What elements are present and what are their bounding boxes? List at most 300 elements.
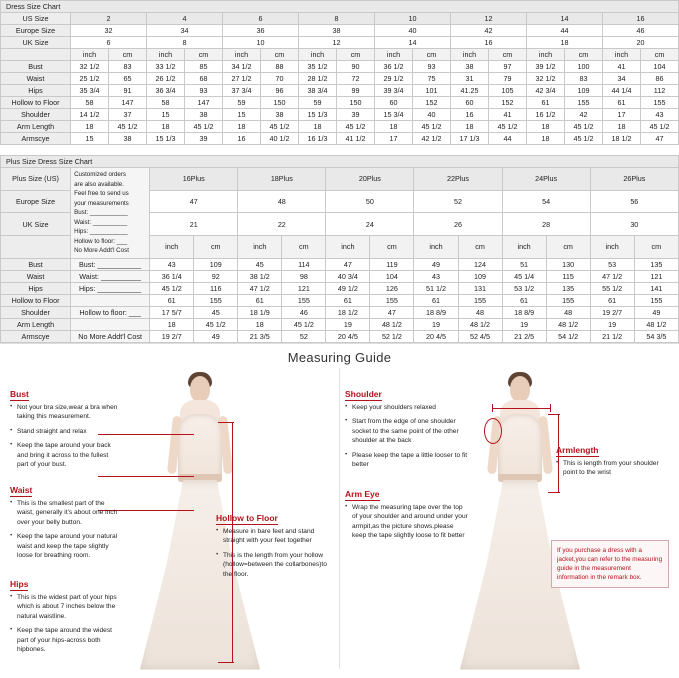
cell: 45 (238, 258, 282, 270)
cell: 18 (451, 121, 489, 133)
cell: 19 2/7 (150, 330, 194, 342)
cell: 88 (261, 61, 299, 73)
cell: 38 (261, 109, 299, 121)
cell: 38 (109, 133, 147, 145)
cell: 18 (223, 121, 261, 133)
cell: 60 (375, 97, 413, 109)
cell: 18 1/2 (603, 133, 641, 145)
bust-section (10, 384, 118, 475)
cell: 19 2/7 (590, 306, 634, 318)
cell: 27 1/2 (223, 73, 261, 85)
cell: 98 (282, 270, 326, 282)
cell: 70 (261, 73, 299, 85)
cell: 58 (147, 97, 185, 109)
measure-row (1, 121, 679, 133)
cell: 83 (565, 73, 603, 85)
cell: 55 1/2 (590, 282, 634, 294)
note-cell: Hollow to floor: ___ (71, 306, 150, 318)
cell: 141 (634, 282, 678, 294)
hips-heading: Hips (10, 578, 29, 589)
cell: 54 3/5 (634, 330, 678, 342)
measure-row (1, 318, 679, 330)
cell: 109 (194, 258, 238, 270)
cell: 45 1/2 (489, 121, 527, 133)
measure-row (1, 85, 679, 97)
head-shape (190, 376, 210, 402)
plus-size-row (1, 168, 679, 191)
cell: 19 (414, 318, 458, 330)
cell: 6 (223, 13, 299, 25)
cell: 48 1/2 (370, 318, 414, 330)
cell: 20 4/5 (414, 330, 458, 342)
cell: 104 (641, 61, 679, 73)
cell: 39 (185, 133, 223, 145)
cell: 52 4/5 (458, 330, 502, 342)
cell: 54 1/2 (546, 330, 590, 342)
cell: 48 (458, 306, 502, 318)
chart-title: Dress Size Chart (1, 1, 679, 13)
cell: 45 1/2 (413, 121, 451, 133)
cell: 33 1/2 (147, 61, 185, 73)
cell: 16 (223, 133, 261, 145)
shoulder-bullets (345, 403, 469, 470)
cell: 20Plus (326, 168, 414, 191)
unit-cell: inch (375, 49, 413, 61)
unit-cell: inch (527, 49, 565, 61)
cell: 48 1/2 (546, 318, 590, 330)
floor-tick (218, 662, 234, 663)
cell: 15 1/3 (147, 133, 185, 145)
cell: 18 (527, 37, 603, 49)
cell: 48 (546, 306, 590, 318)
bullet: • This is the length from your hollow (hollow=between the collarbones)to the floor. (216, 551, 334, 580)
cell: 39 (337, 109, 375, 121)
cell: 53 1/2 (502, 282, 546, 294)
cell: 150 (261, 97, 299, 109)
row-label: UK Size (1, 37, 71, 49)
unit-cell: inch (299, 49, 337, 61)
cell: 48 1/2 (458, 318, 502, 330)
cell: 12 (299, 37, 375, 49)
cell: 49 (414, 258, 458, 270)
cell: 21 3/5 (238, 330, 282, 342)
unit-cell: cm (370, 235, 414, 258)
cell: 44 1/4 (603, 85, 641, 97)
cell: 41 (489, 109, 527, 121)
waist-line (98, 476, 194, 477)
row-label: Shoulder (1, 306, 71, 318)
note-cell: Waist: __________ (71, 270, 150, 282)
cell: 17 5/7 (150, 306, 194, 318)
cell: 61 (238, 294, 282, 306)
cell: 52 (282, 330, 326, 342)
cell: 47 (641, 133, 679, 145)
cell: 61 (502, 294, 546, 306)
note-line: Feel free to send us (74, 190, 129, 197)
cell: 34 1/2 (223, 61, 261, 73)
cell: 18 (71, 121, 109, 133)
bullet: • Wrap the measuring tape over the top of your shoulder and around under your armpit,as the picture shows.please keep the tape slightly loose to fit better (345, 503, 469, 541)
measuring-guide (0, 343, 679, 673)
cell: 52 (414, 190, 502, 213)
cell: 46 (282, 306, 326, 318)
cell: 135 (634, 258, 678, 270)
cell: 47 (326, 258, 370, 270)
cell: 18 (238, 318, 282, 330)
cell: 51 (502, 258, 546, 270)
cell: 36 (223, 25, 299, 37)
cell: 18 1/2 (326, 306, 370, 318)
unit-cell: cm (489, 49, 527, 61)
cell: 116 (194, 282, 238, 294)
cell: 40 (413, 109, 451, 121)
guide-title: Measuring Guide (287, 349, 392, 365)
cell: 41 (603, 61, 641, 73)
cell: 4 (147, 13, 223, 25)
cell: 38 1/2 (238, 270, 282, 282)
note-line: Hollow to floor: ___ (74, 237, 128, 245)
bullet: • Not your bra size,wear a bra when taking this measurement. (10, 403, 118, 422)
cell: 36 1/2 (375, 61, 413, 73)
cell: 45 1/2 (261, 121, 299, 133)
cell: 29 1/2 (375, 73, 413, 85)
hips-section (10, 574, 118, 660)
cell: 75 (413, 73, 451, 85)
measure-row (1, 97, 679, 109)
cell: 96 (261, 85, 299, 97)
cell: 18 8/9 (414, 306, 458, 318)
row-label: Shoulder (1, 109, 71, 121)
cell: 14 (375, 37, 451, 49)
cell: 65 (109, 73, 147, 85)
cell: 28 1/2 (299, 73, 337, 85)
cell: 38 (185, 109, 223, 121)
cell: 18 8/9 (502, 306, 546, 318)
uk-size-row (1, 37, 679, 49)
cell: 45 1/2 (150, 282, 194, 294)
hollow-tick (218, 422, 234, 423)
cell: 20 4/5 (326, 330, 370, 342)
cell: 40 3/4 (326, 270, 370, 282)
cell: 119 (370, 258, 414, 270)
arm-eye-heading: Arm Eye (345, 488, 380, 499)
unit-cell: inch (451, 49, 489, 61)
row-label: Europe Size (1, 25, 71, 37)
row-label: Arm Length (1, 121, 71, 133)
hollow-to-floor-bullets (216, 527, 334, 580)
unit-cell: cm (282, 235, 326, 258)
armlength-heading: Armlength (556, 444, 599, 455)
unit-cell: cm (261, 49, 299, 61)
cell: 18 (527, 121, 565, 133)
cell: 61 (150, 294, 194, 306)
cell: 45 1/2 (565, 133, 603, 145)
cell: 112 (641, 85, 679, 97)
arm-eye-section (345, 484, 469, 546)
cell: 43 (641, 109, 679, 121)
cell: 36 1/4 (150, 270, 194, 282)
plus-size-dress-chart (0, 155, 679, 343)
section-gap (0, 145, 679, 155)
measure-row (1, 109, 679, 121)
measure-row (1, 282, 679, 294)
cell: 24Plus (502, 168, 590, 191)
arm-eye-bullets (345, 503, 469, 541)
cell: 61 (590, 294, 634, 306)
unit-cell: cm (546, 235, 590, 258)
waist-heading: Waist (10, 484, 33, 495)
cell: 38 (299, 25, 375, 37)
unit-cell: inch (414, 235, 458, 258)
cell: 16 (603, 13, 679, 25)
bullet: • Keep the tape around your natural waist and keep the tape slightly loose for breathing room. (10, 532, 118, 561)
cell: 18 (375, 121, 413, 133)
cell: 68 (185, 73, 223, 85)
cell: 155 (194, 294, 238, 306)
cell: 47 1/2 (590, 270, 634, 282)
unit-cell: inch (603, 49, 641, 61)
bust-heading: Bust (10, 388, 29, 399)
cell: 8 (147, 37, 223, 49)
cell: 42 3/4 (527, 85, 565, 97)
cell: 19 (326, 318, 370, 330)
cell: 25 1/2 (71, 73, 109, 85)
cell: 52 1/2 (370, 330, 414, 342)
cell: 114 (282, 258, 326, 270)
unit-cell: inch (71, 49, 109, 61)
cell: 14 (527, 13, 603, 25)
cell: 30 (590, 213, 678, 236)
cell: 31 (451, 73, 489, 85)
shoulder-line (492, 408, 550, 409)
cell: 61 (603, 97, 641, 109)
chart-title: Plus Size Dress Size Chart (1, 156, 679, 168)
europe-size-row (1, 25, 679, 37)
cell: 60 (451, 97, 489, 109)
measure-row (1, 73, 679, 85)
unit-cell: cm (458, 235, 502, 258)
cell: 26Plus (590, 168, 678, 191)
cell: 20 (603, 37, 679, 49)
bullet: • Keep the tape around your back and bring it across to the fullest part of your bust. (10, 441, 118, 470)
cell: 19 (590, 318, 634, 330)
cell: 147 (185, 97, 223, 109)
cell: 45 (194, 306, 238, 318)
unit-cell: inch (238, 235, 282, 258)
cell: 59 (299, 97, 337, 109)
shoulder-tick-left (492, 404, 493, 412)
armlength-section (556, 440, 672, 483)
measure-row (1, 133, 679, 145)
bullet: • Keep your shoulders relaxed (345, 403, 469, 413)
cell: 42 1/2 (413, 133, 451, 145)
cell: 18 (150, 318, 194, 330)
cell: 32 (71, 25, 147, 37)
cell: 93 (185, 85, 223, 97)
cell: 43 (414, 270, 458, 282)
note-cell: No More Addt'l Cost (71, 330, 150, 342)
cell: 22 (238, 213, 326, 236)
cell: 109 (458, 270, 502, 282)
cell: 45 1/2 (565, 121, 603, 133)
row-label: US Size (1, 13, 71, 25)
unit-row (1, 49, 679, 61)
cell: 37 (109, 109, 147, 121)
cell: 155 (546, 294, 590, 306)
bullet: • This is the widest part of your hips which is about 7 inches below the natural waistline. (10, 593, 118, 622)
cell: 21 1/2 (590, 330, 634, 342)
cell: 147 (109, 97, 147, 109)
cell: 45 1/2 (282, 318, 326, 330)
unit-cell: inch (150, 235, 194, 258)
cell: 42 (565, 109, 603, 121)
row-label: Plus Size (US) (1, 168, 71, 191)
cell: 51 1/2 (414, 282, 458, 294)
note-line: Customized orders (74, 171, 127, 178)
cell: 56 (590, 190, 678, 213)
cell: 45 1/2 (194, 318, 238, 330)
cell: 150 (337, 97, 375, 109)
bullet: • Please keep the tape a little looser to fit better (345, 451, 469, 470)
unit-cell: cm (634, 235, 678, 258)
cell: 155 (634, 294, 678, 306)
cell: 18 1/9 (238, 306, 282, 318)
row-label: Armscye (1, 330, 71, 342)
armlength-tick-bottom (548, 492, 560, 493)
cell: 61 (527, 97, 565, 109)
row-label: Bust (1, 258, 71, 270)
cell: 45 1/2 (641, 121, 679, 133)
cell: 86 (641, 73, 679, 85)
cell: 45 1/2 (185, 121, 223, 133)
row-label: Waist (1, 73, 71, 85)
cell: 48 (238, 190, 326, 213)
note-cell: Hips: ___________ (71, 282, 150, 294)
custom-order-note (71, 168, 150, 259)
cell: 17 1/3 (451, 133, 489, 145)
shoulder-heading: Shoulder (345, 388, 382, 399)
cell: 92 (194, 270, 238, 282)
cell: 45 1/4 (502, 270, 546, 282)
cell: 16 (451, 109, 489, 121)
cell: 41 1/2 (337, 133, 375, 145)
note-line: Bust: ___________ (74, 209, 128, 216)
bullet: • Measure in bare feet and stand straight with your feet together (216, 527, 334, 546)
cell: 39 3/4 (375, 85, 413, 97)
measure-row (1, 270, 679, 282)
cell: 155 (370, 294, 414, 306)
unit-cell: cm (641, 49, 679, 61)
cell: 24 (326, 213, 414, 236)
cell: 48 1/2 (634, 318, 678, 330)
unit-cell: inch (326, 235, 370, 258)
cell: 34 (603, 73, 641, 85)
cell: 26 (414, 213, 502, 236)
cell: 43 (150, 258, 194, 270)
cell: 39 1/2 (527, 61, 565, 73)
cell: 126 (370, 282, 414, 294)
cell: 152 (489, 97, 527, 109)
cell: 26 1/2 (147, 73, 185, 85)
row-label: Hollow to Floor (1, 97, 71, 109)
cell: 105 (489, 85, 527, 97)
cell: 6 (71, 37, 147, 49)
cell: 45 1/2 (109, 121, 147, 133)
cell: 15 (147, 109, 185, 121)
unit-cell: inch (590, 235, 634, 258)
cell: 109 (565, 85, 603, 97)
waist-bullets (10, 499, 118, 561)
cell: 36 3/4 (147, 85, 185, 97)
cell: 59 (223, 97, 261, 109)
bullet: • This is the smallest part of the waist, generally it's about one inch over your belly button. (10, 499, 118, 528)
waist-section (10, 480, 118, 566)
cell: 85 (185, 61, 223, 73)
guide-divider (339, 368, 340, 669)
cell: 10 (223, 37, 299, 49)
cell: 152 (413, 97, 451, 109)
cell: 15 3/4 (375, 109, 413, 121)
measure-row (1, 294, 679, 306)
cell: 15 1/3 (299, 109, 337, 121)
unit-cell: cm (413, 49, 451, 61)
cell: 37 3/4 (223, 85, 261, 97)
cell: 46 (603, 25, 679, 37)
cell: 54 (502, 190, 590, 213)
cell: 17 (375, 133, 413, 145)
cell: 49 (194, 330, 238, 342)
cell: 61 (414, 294, 458, 306)
shoulder-section (345, 384, 469, 475)
cell: 58 (71, 97, 109, 109)
note-line: Hips: ___________ (74, 228, 128, 235)
cell: 100 (565, 61, 603, 73)
cell: 121 (282, 282, 326, 294)
cell: 135 (546, 282, 590, 294)
bullet: • Stand straight and relax (10, 427, 118, 437)
armlength-tick-top (548, 414, 560, 415)
head-shape (510, 376, 530, 402)
cell: 101 (413, 85, 451, 97)
bullet: • Keep the tape around the widest part of your hips-across both hipbones. (10, 626, 118, 655)
cell: 131 (458, 282, 502, 294)
cell: 18 (299, 121, 337, 133)
cell: 61 (326, 294, 370, 306)
cell: 8 (299, 13, 375, 25)
row-label: Bust (1, 61, 71, 73)
chart-title-row (1, 1, 679, 13)
dress-size-chart (0, 0, 679, 145)
cell: 28 (502, 213, 590, 236)
shoulder-tick-right (550, 404, 551, 412)
cell: 155 (565, 97, 603, 109)
unit-cell: inch (223, 49, 261, 61)
cell: 15 (71, 133, 109, 145)
cell: 155 (641, 97, 679, 109)
cell: 121 (634, 270, 678, 282)
bust-bullets (10, 403, 118, 470)
cell: 93 (413, 61, 451, 73)
cell: 124 (458, 258, 502, 270)
cell: 12 (451, 13, 527, 25)
cell: 99 (337, 85, 375, 97)
measure-row (1, 306, 679, 318)
row-label: Hips (1, 85, 71, 97)
cell: 21 (150, 213, 238, 236)
cell: 41.25 (451, 85, 489, 97)
chart-title-row (1, 156, 679, 168)
cell: 35 1/2 (299, 61, 337, 73)
